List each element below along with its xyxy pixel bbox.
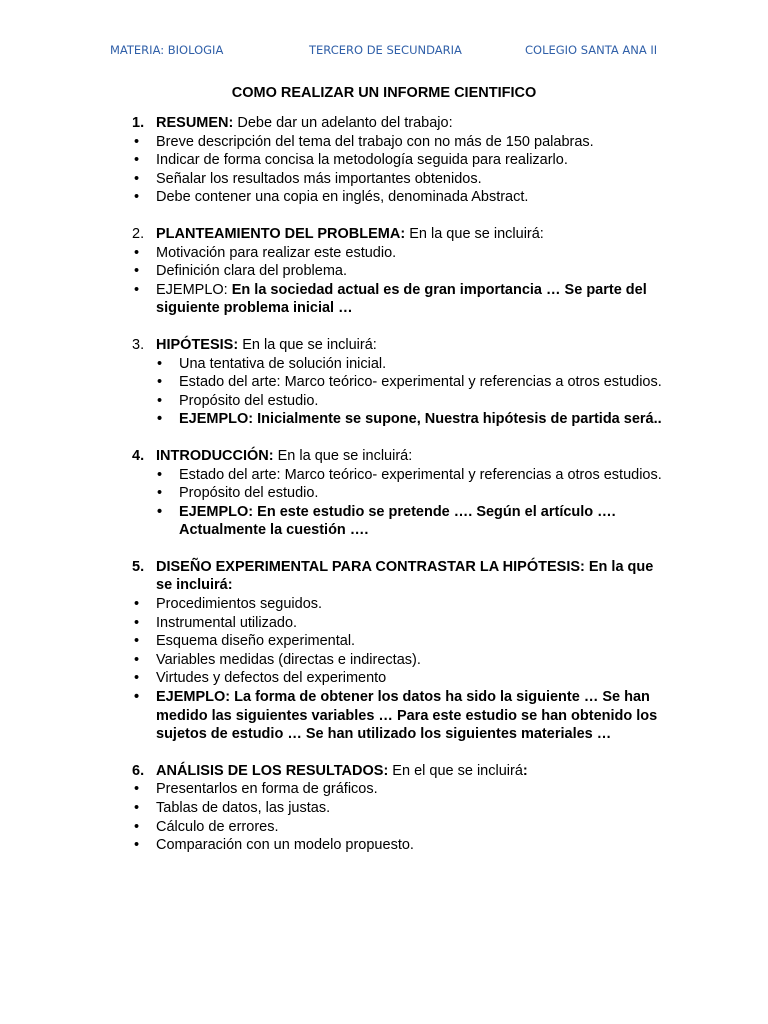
bullet-list [132, 595, 662, 744]
section-number: 1. [132, 115, 145, 131]
section-introduccion [132, 447, 662, 540]
list-item: • Instrumental utilizado. [132, 614, 662, 633]
section-hipotesis [132, 336, 662, 429]
section-title: RESUMEN: [156, 115, 234, 131]
bullet-list [132, 133, 662, 207]
list-item: • Virtudes y defectos del experimento [132, 669, 662, 688]
list-item: • Breve descripción del tema del trabajo con no más de 150 palabras. [132, 133, 662, 152]
section-title: DISEÑO EXPERIMENTAL PARA CONTRASTAR LA HIPÓTESIS: En la que se incluirá: [156, 558, 654, 594]
section-number: 6. [132, 762, 145, 779]
example-label: EJEMPLO: [156, 281, 232, 298]
list-item: • Estado del arte: Marco teórico- experimental y referencias a otros estudios. [132, 373, 662, 392]
list-item: • Debe contener una copia en inglés, denominada Abstract. [132, 188, 662, 207]
list-item: • Motivación para realizar este estudio. [132, 244, 662, 263]
page-header [0, 43, 768, 59]
header-subject: MATERIA: BIOLOGIA [110, 43, 224, 57]
section-title: HIPÓTESIS: [156, 336, 239, 353]
list-item-example [132, 281, 662, 318]
section-resumen [132, 114, 662, 207]
header-grade: TERCERO DE SECUNDARIA [309, 43, 462, 57]
section-title: INTRODUCCIÓN: [156, 447, 274, 464]
section-planteamiento [132, 225, 662, 318]
section-intro: En la que se incluirá: [405, 225, 544, 242]
section-intro: En la que se incluirá: [273, 447, 413, 464]
list-item: • Procedimientos seguidos. [132, 595, 662, 614]
section-number: 4. [132, 447, 145, 464]
document-body [132, 114, 662, 873]
bullet-list [132, 244, 662, 318]
section-intro-colon: : [522, 762, 528, 779]
bullet-list [132, 355, 662, 429]
list-item: • Propósito del estudio. [132, 392, 662, 411]
section-heading [132, 114, 662, 133]
section-heading [132, 447, 662, 466]
list-item: • Definición clara del problema. [132, 262, 662, 281]
list-item: • Estado del arte: Marco teórico- experimental y referencias a otros estudios. [132, 466, 662, 485]
list-item: • Una tentativa de solución inicial. [132, 355, 662, 374]
section-title: PLANTEAMIENTO DEL PROBLEMA: [156, 225, 406, 242]
section-number: 2. [132, 225, 145, 242]
section-number: 5. [132, 558, 145, 575]
section-intro: Debe dar un adelanto del trabajo: [233, 115, 453, 131]
section-heading [132, 336, 662, 355]
list-item-example: • EJEMPLO: En este estudio se pretende …. Según el artículo …. Actualmente la cuestión …. [132, 503, 662, 540]
section-number: 3. [132, 336, 145, 353]
section-heading [132, 762, 662, 781]
list-item: • Presentarlos en forma de gráficos. [132, 780, 662, 799]
list-item: • Esquema diseño experimental. [132, 632, 662, 651]
list-item: • Comparación con un modelo propuesto. [132, 836, 662, 855]
list-item-example: • EJEMPLO: Inicialmente se supone, Nuestra hipótesis de partida será.. [132, 410, 662, 429]
section-analisis-resultados [132, 762, 662, 855]
section-diseno-experimental [132, 558, 662, 744]
list-item: • Variables medidas (directas e indirectas). [132, 651, 662, 670]
bullet-list [132, 466, 662, 540]
list-item: • Propósito del estudio. [132, 484, 662, 503]
section-heading [132, 558, 662, 595]
list-item-example: • EJEMPLO: La forma de obtener los datos ha sido la siguiente … Se han medido las siguientes variables … Para este estudio se han obtenido los sujetos de estudio … Se han utilizado los siguientes materiales … [132, 688, 662, 744]
section-title: ANÁLISIS DE LOS RESULTADOS: [156, 762, 389, 779]
bullet-list [132, 780, 662, 854]
list-item: • Cálculo de errores. [132, 818, 662, 837]
section-heading [132, 225, 662, 244]
header-school: COLEGIO SANTA ANA II [525, 43, 658, 57]
list-item: • Señalar los resultados más importantes obtenidos. [132, 170, 662, 189]
section-intro: En la que se incluirá: [238, 336, 377, 353]
document-title: COMO REALIZAR UN INFORME CIENTIFICO [231, 85, 537, 101]
section-intro: En el que se incluirá [388, 762, 523, 779]
list-item: • Tablas de datos, las justas. [132, 799, 662, 818]
example-text: En la sociedad actual es de gran importancia … Se parte del siguiente problema inicial … [156, 281, 647, 317]
list-item: • Indicar de forma concisa la metodología seguida para realizarlo. [132, 151, 662, 170]
